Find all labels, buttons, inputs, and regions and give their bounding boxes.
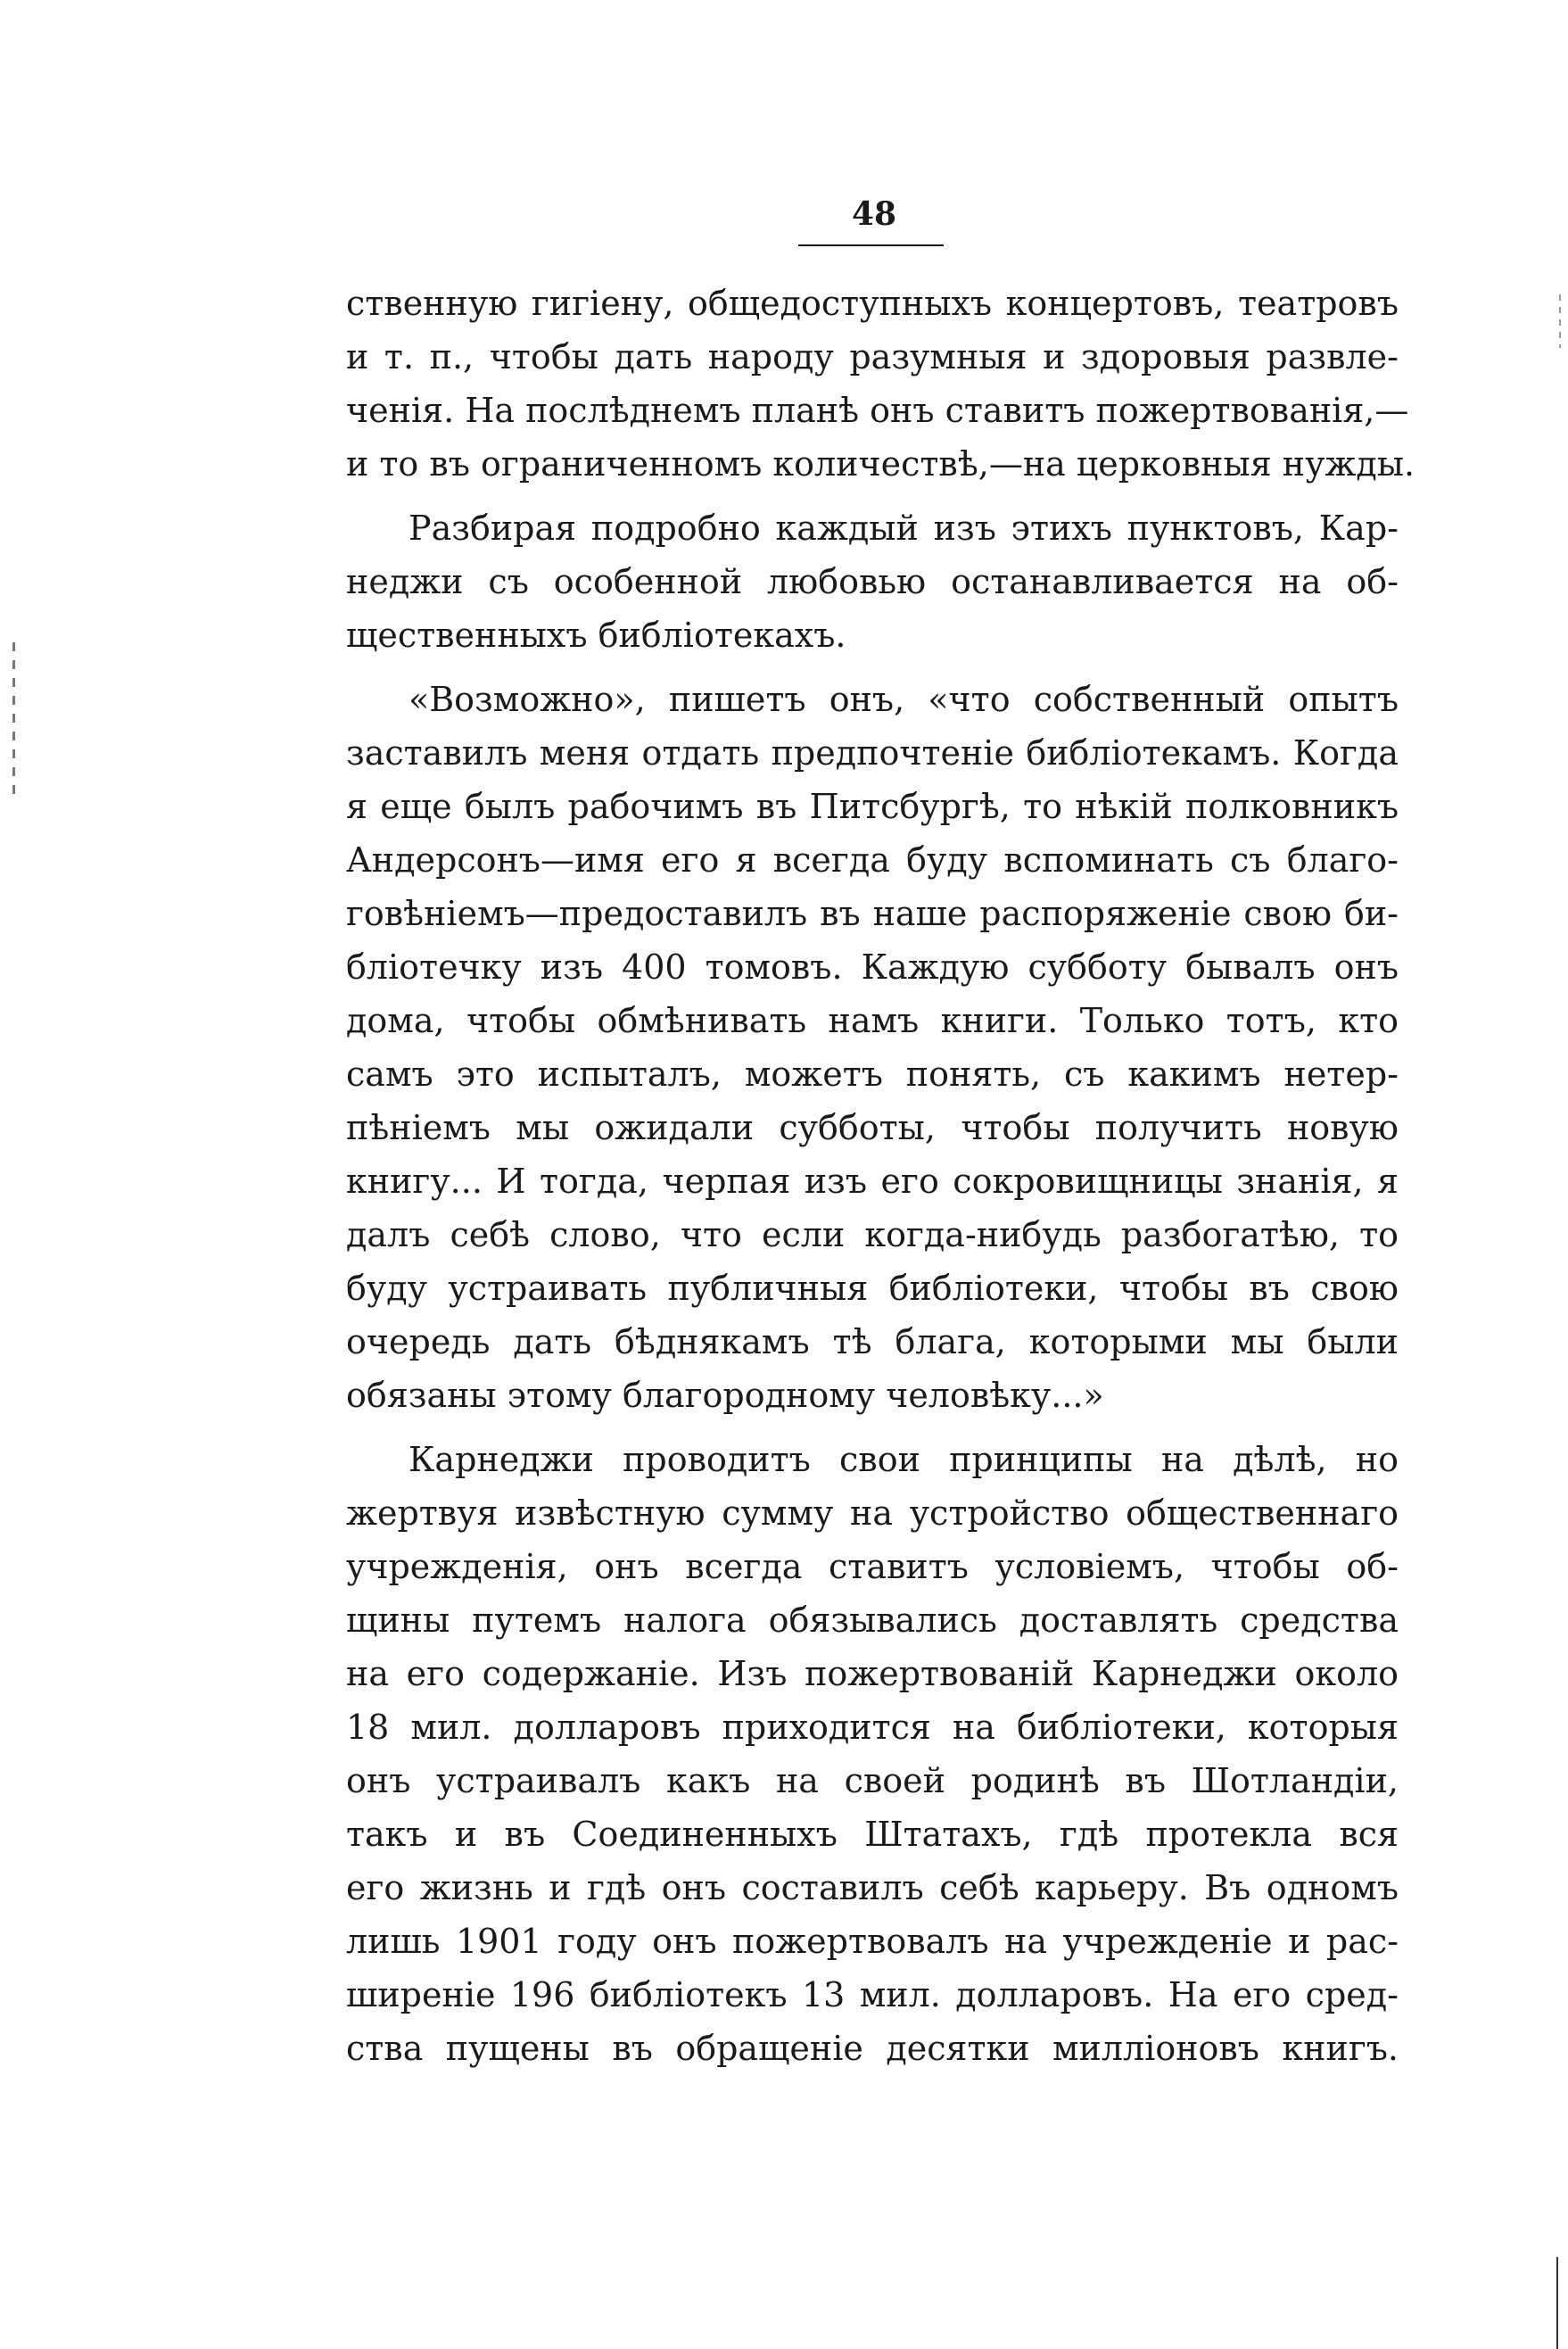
text-line: и то въ ограниченномъ количествѣ,—на церковныя нужды.	[346, 444, 1415, 484]
text-line: обязаны этому благородному человѣку...»	[346, 1376, 1104, 1415]
text-line: бліотечку изъ 400 томовъ. Каждую субботу бывалъ онъ	[346, 947, 1399, 987]
text-line: 18 мил. долларовъ приходится на библіотеки, которыя	[346, 1708, 1399, 1747]
text-line: Карнеджи проводитъ свои принципы на дѣлѣ, но	[409, 1440, 1399, 1479]
text-line: на его содержаніе. Изъ пожертвованій Карнеджи около	[346, 1654, 1399, 1693]
page-number-rule	[798, 244, 944, 246]
text-line: Андерсонъ—имя его я всегда буду вспоминать съ благо-	[346, 840, 1399, 880]
text-line: лишь 1901 году онъ пожертвовалъ на учрежденіе и рас-	[346, 1922, 1399, 1961]
text-line: ства пущены въ обращеніе десятки милліоновъ книгъ.	[346, 2029, 1399, 2068]
text-line: я еще былъ рабочимъ въ Питсбургѣ, то нѣкій полковникъ	[346, 787, 1399, 826]
text-line: щины путемъ налога обязывались доставлять средства	[346, 1600, 1399, 1640]
text-line: пѣніемъ мы ожидали субботы, чтобы получить новую	[346, 1108, 1399, 1147]
text-line: книгу... И тогда, черпая изъ его сокровищницы знанія, я	[346, 1162, 1399, 1201]
text-line: учрежденія, онъ всегда ставитъ условіемъ, чтобы об-	[346, 1547, 1399, 1586]
text-line: очередь дать бѣднякамъ тѣ блага, которыми мы были	[346, 1322, 1399, 1361]
text-line: заставилъ меня отдать предпочтеніе библіотекамъ. Когда	[346, 733, 1399, 773]
text-line: дома, чтобы обмѣнивать намъ книги. Только тотъ, кто	[346, 1001, 1399, 1040]
text-line: «Возможно», пишетъ онъ, «что собственный опытъ	[409, 680, 1399, 719]
page-number: 48	[851, 195, 897, 233]
text-line: его жизнь и гдѣ онъ составилъ себѣ карьеру. Въ одномъ	[346, 1868, 1399, 1907]
scan-edge-mark	[1556, 2257, 1558, 2349]
text-line: самъ это испыталъ, можетъ понять, съ какимъ нетер-	[346, 1055, 1399, 1094]
body-text	[346, 277, 1415, 2075]
text-line: буду устраивать публичныя библіотеки, чтобы въ свою	[346, 1269, 1399, 1308]
text-line: и т. п., чтобы дать народу разумныя и здоровыя развле-	[346, 337, 1399, 376]
paragraph-gap	[346, 662, 1399, 673]
scan-edge-mark-top	[1559, 294, 1561, 348]
text-line: неджи съ особенной любовью останавливается на об-	[346, 562, 1399, 601]
text-line: ченія. На послѣднемъ планѣ онъ ставитъ пожертвованія,—	[346, 391, 1409, 430]
text-line: далъ себѣ слово, что если когда-нибудь разбогатѣю, то	[346, 1215, 1399, 1254]
text-line: ширеніе 196 библіотекъ 13 мил. долларовъ. На его сред-	[346, 1975, 1399, 2014]
text-line: такъ и въ Соединенныхъ Штатахъ, гдѣ протекла вся	[346, 1815, 1399, 1854]
text-line: жертвуя извѣстную сумму на устройство общественнаго	[346, 1493, 1399, 1533]
text-line: ственную гигіену, общедоступныхъ концертовъ, театровъ	[346, 284, 1399, 323]
text-line: говѣніемъ—предоставилъ въ наше распоряженіе свою би-	[346, 894, 1399, 933]
text-line: онъ устраивалъ какъ на своей родинѣ въ Шотландіи,	[346, 1761, 1399, 1800]
paragraph-gap	[346, 491, 1399, 501]
paragraph-gap	[346, 1422, 1399, 1433]
text-line: Разбирая подробно каждый изъ этихъ пунктовъ, Кар-	[409, 509, 1399, 548]
text-line: щественныхъ библіотекахъ.	[346, 616, 846, 655]
scan-edge-dots	[12, 642, 15, 803]
